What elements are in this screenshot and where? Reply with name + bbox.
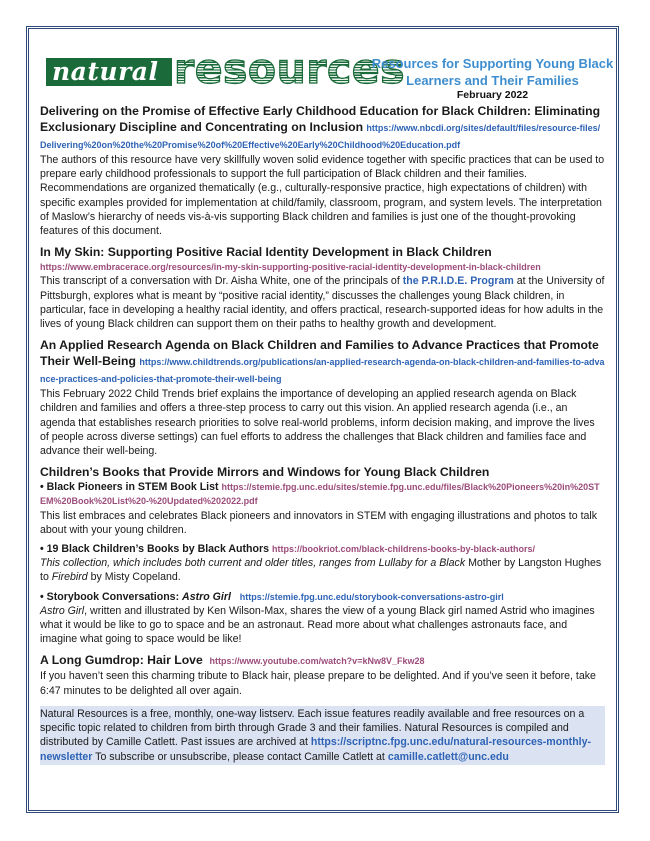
book-item: • Storybook Conversations: Astro Girl https://stemie.fpg.unc.edu/storybook-conversations-astro-girl — [40, 590, 504, 603]
section-body: This February 2022 Child Trends brief explains the importance of developing an applied research agenda on Black children and families and offers a three-step process to carry out this vision. An applied research agenda (i.e., an agenda that establishes research priorities to solve real-world problems, inform decision making, and improve the lives of people across diverse settings) can fuel efforts to address the challenges that Black children and families face and advance their well-being. — [40, 388, 595, 458]
resource-link[interactable]: https://www.youtube.com/watch?v=kNw8V_Fkw28 — [209, 656, 425, 667]
section-body: If you haven’t seen this charming tribute to Black hair, please prepare to be delighted. And if you’ve seen it before, take 6:47 minutes to be delighted all over again. — [40, 670, 596, 697]
book-description: This list embraces and celebrates Black pioneers and innovators in STEM with engaging illustrations and photos to talk about with your young children. — [40, 509, 598, 536]
newsletter-footer: Natural Resources is a free, monthly, one-way listserv. Each issue features readily available and free resources on a specific topic related to children from birth through Grade 3 and their families. Natural Resources is compiled and distributed by Camille Catlett. Past issues are archived at https://scriptnc.fpg.unc.edu/natural-resources-monthly-newsletter To subscribe or unsubscribe, please contact Camille Catlett at camille.catlett@unc.edu — [40, 706, 605, 765]
resource-link[interactable]: https://www.nbcdi.org/sites/default/files/resource-files/Delivering%20on%20the%20Promise%20of%20Effective%20Early%20Childhood%20Education.pdf — [40, 123, 601, 150]
book-description: This collection, which includes both current and older titles, ranges from Lullaby for a Black Mother by Langston Hughes to Firebird by Misty Copeland. — [40, 557, 602, 584]
section-title: Children’s Books that Provide Mirrors and Windows for Young Black Children — [40, 465, 490, 480]
newsletter-title: Resources for Supporting Young Black Learners and Their Families — [371, 56, 614, 88]
pride-program-link[interactable]: the P.R.I.D.E. Program — [402, 275, 514, 288]
section-childrens-books — [40, 464, 605, 646]
newsletter-date: February 2022 — [456, 89, 529, 101]
book-item: • 19 Black Children’s Books by Black Authors https://bookriot.com/black-childrens-books-by-black-authors/ — [40, 543, 535, 556]
section-delivering-promise — [40, 103, 605, 238]
section-hair-love — [40, 652, 605, 697]
section-title: A Long Gumdrop: Hair Love https://www.youtube.com/watch?v=kNw8V_Fkw28 — [40, 653, 425, 668]
resource-link[interactable]: https://stemie.fpg.unc.edu/sites/stemie.fpg.unc.edu/files/Black%20Pioneers%20in%20STEM%20Book%20List%20-%20Updated%202022.pdf — [40, 482, 600, 507]
logo-natural: natural — [46, 58, 172, 86]
resource-link[interactable]: https://www.embracerace.org/resources/in-my-skin-supporting-positive-racial-identity-development-in-black-children — [40, 262, 541, 273]
book-item: • Black Pioneers in STEM Book List https://stemie.fpg.unc.edu/sites/stemie.fpg.unc.edu/files/Black%20Pioneers%20in%20STEM%20Book%20List%20-%20Updated%202022.pdf — [40, 481, 600, 507]
section-body: This transcript of a conversation with Dr. Aisha White, one of the principals of the P.R.I.D.E. Program at the University of Pittsburgh, explores what is meant by “positive racial identity,” discusses the challenges young Black children, in particular, face in developing a healthy racial identity, and offers practical, research-supported ideas for how adults in the lives of young Black children can support them on their paths to healthy growth and development. — [40, 275, 605, 331]
section-title: An Applied Research Agenda on Black Children and Families to Advance Practices that Promote Their Well-Being https://www.childtrends.org/publications/an-applied-research-agenda-on-black-children-and-families-to-advance-practices-and-policies-that-promote-their-well-being — [40, 338, 605, 385]
section-in-my-skin — [40, 244, 605, 331]
resource-link[interactable]: https://bookriot.com/black-childrens-books-by-black-authors/ — [271, 544, 535, 555]
archive-link[interactable]: https://scriptnc.fpg.unc.edu/natural-resources-monthly-newsletter — [40, 736, 592, 763]
section-body: The authors of this resource have very skillfully woven solid evidence together with specific practices that can be used to prepare early childhood professionals to support the full participation of Black children and their families. Recommendations are organized thematically (e.g., culturally-responsive practice, high expectations of children) with specific examples provided for implementation at child/family, classroom, program, and system levels. The interpretation of Maslow’s hierarchy of needs vis-à-vis supporting Black children and families is just one of the thought-provoking features of this document. — [40, 154, 605, 238]
book-description: Astro Girl, written and illustrated by Ken Wilson-Max, shares the view of a young Black girl named Astrid who imagines what it would be like to go to space and be an astronaut. Read more about what challenges astronauts face, and imagine what going to space would be like! — [40, 604, 595, 646]
logo-resources: resources — [174, 45, 406, 93]
resource-link[interactable]: https://www.childtrends.org/publications/an-applied-research-agenda-on-black-children-and-families-to-advance-practices-and-policies-that-promote-their-well-being — [40, 357, 605, 385]
email-link[interactable]: camille.catlett@unc.edu — [387, 750, 509, 763]
section-research-agenda — [40, 337, 605, 458]
newsletter-content — [40, 103, 605, 765]
resource-link[interactable]: https://stemie.fpg.unc.edu/storybook-conversations-astro-girl — [239, 591, 504, 602]
section-title: In My Skin: Supporting Positive Racial Identity Development in Black Children — [40, 245, 492, 260]
section-title: Delivering on the Promise of Effective Early Childhood Education for Black Children: Eliminating Exclusionary Discipline and Concentrating on Inclusion https://www.nbcdi.org/sites/default/files/resource-files/Delivering%20on%20the%20Promise%20of%20Effective%20Early%20Childhood%20Education.pdf — [40, 104, 601, 150]
natural-resources-logo — [46, 45, 406, 94]
newsletter-header — [370, 55, 615, 102]
